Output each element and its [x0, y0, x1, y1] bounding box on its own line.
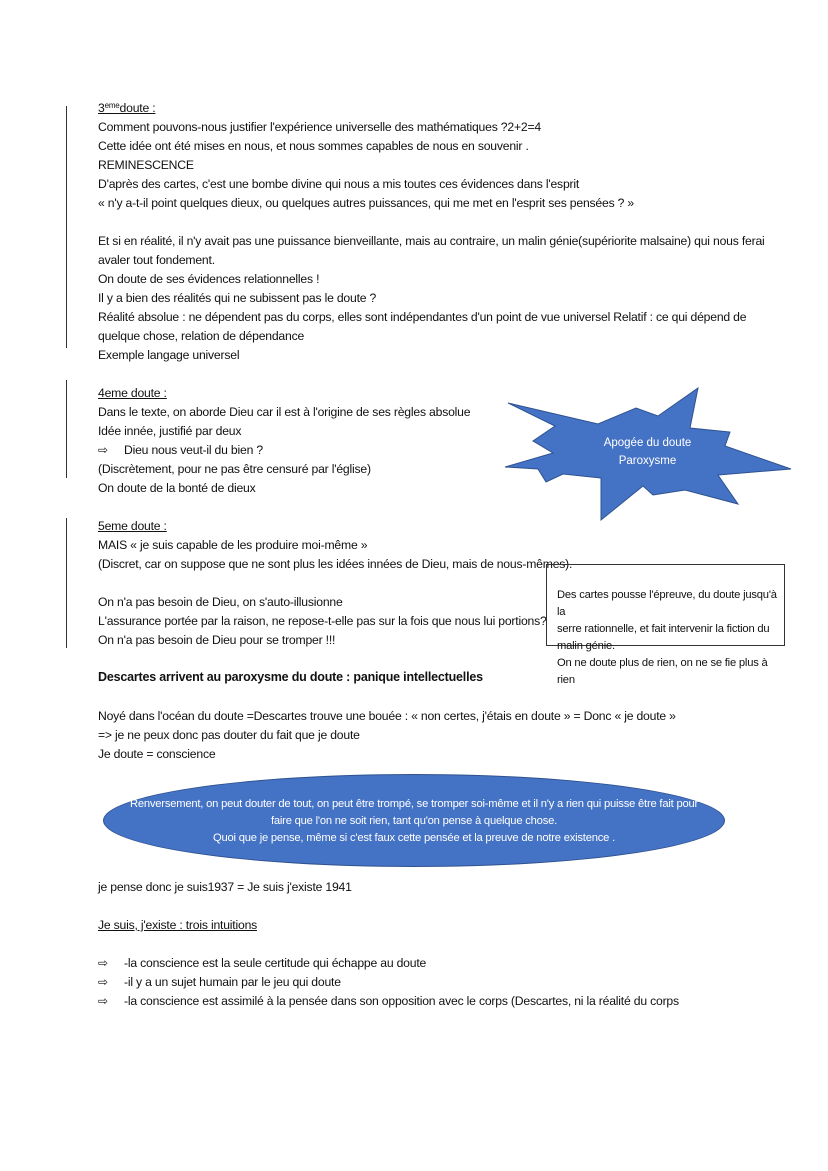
section5-line: MAIS « je suis capable de les produire moi-même »	[98, 538, 368, 552]
note-box-line: Des cartes pousse l'épreuve, du doute jusqu'à la	[557, 589, 777, 618]
section3-line: Comment pouvons-nous justifier l'expérience universelle des mathématiques ?2+2=4	[98, 120, 541, 134]
paroxysme-line: => je ne peux donc pas douter du fait que je doute	[98, 728, 360, 742]
section3-line: Et si en réalité, il n'y avait pas une puissance bienveillante, mais au contraire, un malin génie(supériorite malsaine) qui nous ferai	[98, 234, 765, 248]
section3-line: « n'y a-t-il point quelques dieux, ou quelques autres puissances, qui me met en l'esprit ses pensées ? »	[98, 196, 635, 210]
section4-line: Dans le texte, on aborde Dieu car il est à l'origine de ses règles absolue	[98, 405, 471, 419]
section3-line: Exemple langage universel	[98, 348, 240, 362]
note-box-line: On ne doute plus de rien, on ne se fie plus à rien	[557, 657, 768, 686]
section3-line: Il y a bien des réalités qui ne subissent pas le doute ?	[98, 291, 377, 305]
note-box-line: malin génie.	[557, 640, 615, 652]
section3-line: On doute de ses évidences relationnelles !	[98, 272, 320, 286]
margin-bar-section4	[66, 380, 67, 478]
section5-line: On n'a pas besoin de Dieu pour se tromper !!!	[98, 633, 336, 647]
section3-line: avaler tout fondement.	[98, 253, 215, 267]
section5-line: On n'a pas besoin de Dieu, on s'auto-illusionne	[98, 595, 343, 609]
section3-line: Cette idée ont été mises en nous, et nous sommes capables de nous en souvenir .	[98, 139, 529, 153]
cogito-line: je pense donc je suis1937 = Je suis j'existe 1941	[98, 880, 352, 894]
intuition-item: ⇨ -la conscience est la seule certitude qui échappe au doute	[98, 956, 427, 970]
paroxysme-line: Je doute = conscience	[98, 747, 216, 761]
ellipse-text: Renversement, on peut douter de tout, on peut être trompé, se tromper soi-même et il n'y a rien qui puisse être fait pour faire que l'on ne soit rien, tant qu'on pense à quelque chose. Quoi que je pense, même si c'est faux cette pensée et la preuve de notre existence .	[129, 798, 699, 844]
paroxysme-heading: Descartes arrivent au paroxysme du doute : panique intellectuelles	[98, 670, 483, 684]
note-box	[546, 564, 785, 686]
section3-line: quelque chose, relation de dépendance	[98, 329, 305, 343]
intuitions-title: Je suis, j'existe : trois intuitions	[98, 918, 258, 932]
margin-bar-section3	[66, 106, 67, 348]
arrow-right-icon: ⇨	[98, 975, 109, 989]
section5-line: L'assurance portée par la raison, ne repose-t-elle pas sur la fois que nous lui portions?	[98, 614, 547, 628]
intuition-item: ⇨ -la conscience est assimilé à la pensée dans son opposition avec le corps (Descartes, ni la réalité du corps	[98, 994, 679, 1008]
arrow-right-icon: ⇨	[98, 994, 109, 1008]
section4-title: 4eme doute :	[98, 386, 167, 400]
section3-title: 3emedoute :	[98, 101, 156, 115]
section5-title: 5eme doute :	[98, 519, 167, 533]
section4-line: (Discrètement, pour ne pas être censuré par l'église)	[98, 462, 371, 476]
intuition-item: ⇨ -il y a un sujet humain par le jeu qui doute	[98, 975, 341, 989]
starburst-label: Apogée du doute Paroxysme	[603, 437, 692, 467]
section4-line: On doute de la bonté de dieux	[98, 481, 256, 495]
section3-line: Réalité absolue : ne dépendent pas du corps, elles sont indépendantes d'un point de vue universel Relatif : ce qui dépend de	[98, 310, 747, 324]
arrow-right-icon: ⇨	[98, 956, 109, 970]
section4-arrow-item: ⇨ Dieu nous veut-il du bien ?	[98, 443, 263, 457]
section4-line: Idée innée, justifié par deux	[98, 424, 242, 438]
margin-bar-section5	[66, 518, 67, 648]
note-box-line: serre rationnelle, et fait intervenir la fiction du	[557, 623, 770, 635]
arrow-right-icon: ⇨	[98, 443, 109, 457]
paroxysme-line: Noyé dans l'océan du doute =Descartes trouve une bouée : « non certes, j'étais en doute » = Donc « je doute »	[98, 709, 676, 723]
section5-line: (Discret, car on suppose que ne sont plus les idées innées de Dieu, mais de nous-mêmes).	[98, 557, 573, 571]
section3-line: REMINESCENCE	[98, 158, 194, 172]
section3-line: D'après des cartes, c'est une bombe divine qui nous a mis toutes ces évidences dans l'esprit	[98, 177, 580, 191]
